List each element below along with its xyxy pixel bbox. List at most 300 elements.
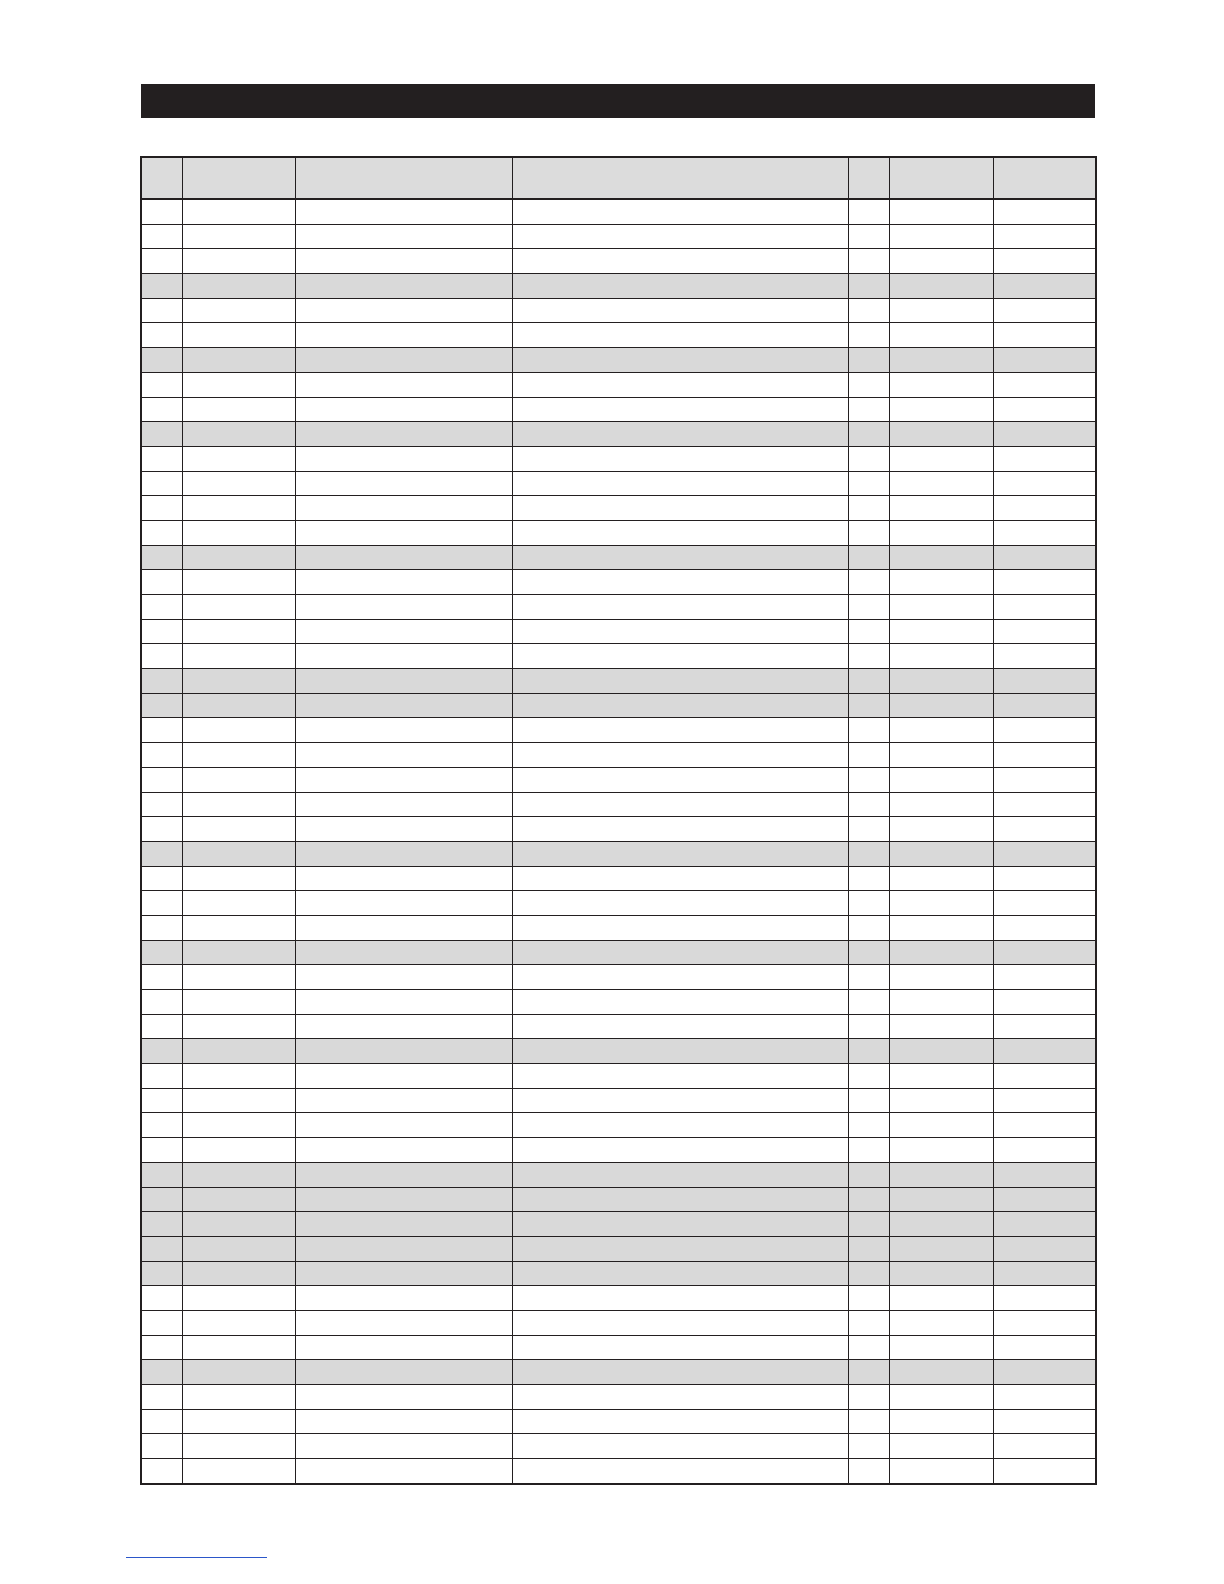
table-cell: [848, 274, 889, 299]
table-cell: [182, 644, 295, 669]
table-cell: [182, 866, 295, 891]
table-cell: [889, 915, 993, 940]
table-cell: [993, 1064, 1096, 1089]
table-cell: [848, 1064, 889, 1089]
table-cell: [848, 545, 889, 570]
table-cell: [295, 1187, 512, 1212]
table-row: [141, 422, 1096, 447]
table-row: [141, 1261, 1096, 1286]
table-cell: [141, 841, 182, 866]
table-cell: [512, 841, 848, 866]
table-cell: [848, 1113, 889, 1138]
table-cell: [848, 644, 889, 669]
table-cell: [141, 990, 182, 1015]
table-cell: [889, 1088, 993, 1113]
table-row: [141, 1236, 1096, 1261]
table-cell: [295, 1335, 512, 1360]
table-cell: [295, 693, 512, 718]
table-cell: [182, 915, 295, 940]
table-cell: [993, 1310, 1096, 1335]
table-cell: [993, 940, 1096, 965]
table-cell: [141, 446, 182, 471]
table-cell: [889, 767, 993, 792]
table-cell: [512, 298, 848, 323]
table-cell: [889, 1212, 993, 1237]
table-cell: [295, 274, 512, 299]
table-cell: [848, 1039, 889, 1064]
table-cell: [993, 570, 1096, 595]
table-cell: [141, 1088, 182, 1113]
table-row: [141, 274, 1096, 299]
table-cell: [993, 446, 1096, 471]
table-cell: [182, 471, 295, 496]
table-cell: [512, 1385, 848, 1410]
table-row: [141, 940, 1096, 965]
table-cell: [512, 718, 848, 743]
footer-link-underline[interactable]: [126, 1557, 267, 1558]
table-cell: [889, 1014, 993, 1039]
table-cell: [848, 249, 889, 274]
table-cell: [295, 1385, 512, 1410]
table-row: [141, 866, 1096, 891]
table-cell: [512, 199, 848, 224]
table-cell: [141, 520, 182, 545]
table-cell: [295, 1088, 512, 1113]
table-cell: [848, 1434, 889, 1459]
table-cell: [848, 619, 889, 644]
table-cell: [141, 1335, 182, 1360]
table-cell: [889, 298, 993, 323]
table-cell: [182, 1286, 295, 1311]
table-cell: [141, 1113, 182, 1138]
table-cell: [993, 1261, 1096, 1286]
table-cell: [295, 1310, 512, 1335]
table-cell: [993, 1286, 1096, 1311]
table-cell: [512, 545, 848, 570]
table-cell: [182, 718, 295, 743]
table-row: [141, 1310, 1096, 1335]
table-cell: [848, 570, 889, 595]
table-cell: [512, 1360, 848, 1385]
table-cell: [182, 1236, 295, 1261]
table-cell: [182, 1138, 295, 1163]
table-row: [141, 792, 1096, 817]
table-cell: [295, 1236, 512, 1261]
table-cell: [295, 496, 512, 521]
table-cell: [993, 224, 1096, 249]
table-cell: [993, 199, 1096, 224]
table-cell: [848, 348, 889, 373]
table-cell: [848, 965, 889, 990]
table-cell: [889, 323, 993, 348]
table-cell: [993, 471, 1096, 496]
table-cell: [182, 965, 295, 990]
table-cell: [141, 1162, 182, 1187]
table-cell: [889, 841, 993, 866]
table-cell: [295, 1434, 512, 1459]
column-header: [512, 157, 848, 199]
table-cell: [889, 595, 993, 620]
table-cell: [889, 1459, 993, 1484]
table-cell: [182, 1459, 295, 1484]
table-cell: [295, 1064, 512, 1089]
table-row: [141, 669, 1096, 694]
table-cell: [141, 644, 182, 669]
table-row: [141, 1162, 1096, 1187]
table-cell: [295, 1162, 512, 1187]
table-cell: [848, 520, 889, 545]
table-cell: [141, 1064, 182, 1089]
table-cell: [512, 1409, 848, 1434]
table-cell: [512, 348, 848, 373]
table-cell: [993, 545, 1096, 570]
table-cell: [295, 545, 512, 570]
table-row: [141, 1064, 1096, 1089]
table-cell: [993, 1409, 1096, 1434]
table-cell: [182, 545, 295, 570]
table-cell: [889, 1162, 993, 1187]
table-cell: [889, 422, 993, 447]
table-cell: [889, 965, 993, 990]
table-cell: [848, 496, 889, 521]
table-cell: [889, 940, 993, 965]
column-header: [182, 157, 295, 199]
table-cell: [295, 249, 512, 274]
table-cell: [182, 446, 295, 471]
table-cell: [993, 693, 1096, 718]
table-cell: [889, 1187, 993, 1212]
table-cell: [512, 866, 848, 891]
table-row: [141, 1014, 1096, 1039]
table-cell: [848, 669, 889, 694]
table-cell: [889, 496, 993, 521]
table-cell: [512, 496, 848, 521]
table-cell: [848, 1014, 889, 1039]
table-row: [141, 1113, 1096, 1138]
table-cell: [295, 841, 512, 866]
table-cell: [993, 669, 1096, 694]
table-cell: [295, 1014, 512, 1039]
table-cell: [295, 397, 512, 422]
table-cell: [848, 1187, 889, 1212]
table-cell: [141, 940, 182, 965]
table-cell: [889, 990, 993, 1015]
table-cell: [889, 1434, 993, 1459]
table-cell: [512, 1236, 848, 1261]
table-cell: [141, 348, 182, 373]
table-cell: [295, 1212, 512, 1237]
table-cell: [993, 718, 1096, 743]
table-cell: [993, 496, 1096, 521]
table-row: [141, 915, 1096, 940]
table-cell: [512, 224, 848, 249]
table-row: [141, 1286, 1096, 1311]
table-row: [141, 348, 1096, 373]
table-cell: [889, 1138, 993, 1163]
table-cell: [295, 767, 512, 792]
table-cell: [295, 891, 512, 916]
table-cell: [848, 891, 889, 916]
table-cell: [182, 1088, 295, 1113]
table-row: [141, 1039, 1096, 1064]
table-cell: [889, 249, 993, 274]
table-cell: [993, 397, 1096, 422]
table-cell: [141, 274, 182, 299]
table-cell: [512, 915, 848, 940]
table-cell: [848, 940, 889, 965]
table-row: [141, 1434, 1096, 1459]
table-cell: [141, 718, 182, 743]
table-cell: [889, 1261, 993, 1286]
table-cell: [141, 422, 182, 447]
table-cell: [848, 817, 889, 842]
table-cell: [295, 595, 512, 620]
table-cell: [141, 1360, 182, 1385]
table-cell: [993, 1360, 1096, 1385]
column-header: [848, 157, 889, 199]
table-cell: [993, 1459, 1096, 1484]
table-cell: [889, 1335, 993, 1360]
table-cell: [295, 1409, 512, 1434]
table-cell: [848, 1459, 889, 1484]
table-cell: [848, 298, 889, 323]
table-cell: [889, 348, 993, 373]
table-row: [141, 767, 1096, 792]
table-cell: [889, 817, 993, 842]
table-cell: [512, 249, 848, 274]
table-cell: [141, 249, 182, 274]
table-cell: [848, 1385, 889, 1410]
table-row: [141, 1335, 1096, 1360]
table-cell: [993, 372, 1096, 397]
column-header: [993, 157, 1096, 199]
table-cell: [512, 644, 848, 669]
table-cell: [889, 1286, 993, 1311]
table-cell: [848, 990, 889, 1015]
table-cell: [848, 718, 889, 743]
table-cell: [182, 348, 295, 373]
table-cell: [848, 595, 889, 620]
table-cell: [182, 199, 295, 224]
table-cell: [889, 866, 993, 891]
table-cell: [889, 1236, 993, 1261]
table-body: [141, 199, 1096, 1484]
table-cell: [295, 1360, 512, 1385]
table-cell: [295, 1286, 512, 1311]
table-cell: [512, 990, 848, 1015]
table-cell: [295, 915, 512, 940]
table-cell: [512, 1335, 848, 1360]
table-row: [141, 249, 1096, 274]
table-cell: [993, 520, 1096, 545]
table-row: [141, 520, 1096, 545]
table-cell: [512, 817, 848, 842]
table-cell: [889, 520, 993, 545]
table-cell: [993, 595, 1096, 620]
table-cell: [295, 940, 512, 965]
table-cell: [848, 1088, 889, 1113]
table-cell: [182, 619, 295, 644]
table-cell: [182, 323, 295, 348]
table-cell: [141, 1138, 182, 1163]
table-row: [141, 595, 1096, 620]
table-cell: [848, 422, 889, 447]
table-cell: [993, 1138, 1096, 1163]
table-cell: [141, 496, 182, 521]
table-cell: [141, 397, 182, 422]
table-cell: [512, 940, 848, 965]
table-cell: [295, 446, 512, 471]
table-row: [141, 471, 1096, 496]
table-row: [141, 323, 1096, 348]
table-cell: [182, 841, 295, 866]
table-cell: [848, 199, 889, 224]
table-row: [141, 1385, 1096, 1410]
table-cell: [182, 1187, 295, 1212]
table-cell: [848, 792, 889, 817]
table-cell: [889, 1113, 993, 1138]
table-cell: [295, 743, 512, 768]
table-row: [141, 1088, 1096, 1113]
table-cell: [512, 1039, 848, 1064]
table-cell: [182, 792, 295, 817]
table-cell: [512, 1113, 848, 1138]
table-cell: [141, 199, 182, 224]
table-cell: [295, 817, 512, 842]
table-cell: [295, 570, 512, 595]
table-cell: [993, 1236, 1096, 1261]
table-cell: [182, 940, 295, 965]
table-cell: [993, 1088, 1096, 1113]
table-cell: [141, 471, 182, 496]
table-cell: [182, 1261, 295, 1286]
table-cell: [182, 1039, 295, 1064]
table-header-row: [141, 157, 1096, 199]
table-cell: [512, 446, 848, 471]
table-cell: [295, 1138, 512, 1163]
table-cell: [993, 1385, 1096, 1410]
table-cell: [141, 1459, 182, 1484]
table-cell: [295, 619, 512, 644]
table-cell: [512, 323, 848, 348]
table-cell: [295, 422, 512, 447]
table-cell: [141, 915, 182, 940]
table-row: [141, 644, 1096, 669]
table-cell: [993, 1162, 1096, 1187]
table-row: [141, 990, 1096, 1015]
table-cell: [141, 323, 182, 348]
table-cell: [889, 1385, 993, 1410]
table-cell: [993, 1014, 1096, 1039]
table-cell: [848, 1310, 889, 1335]
table-cell: [141, 1212, 182, 1237]
table-cell: [295, 965, 512, 990]
table-cell: [182, 570, 295, 595]
table-cell: [993, 767, 1096, 792]
table-cell: [141, 1261, 182, 1286]
table-cell: [512, 570, 848, 595]
table-cell: [141, 1286, 182, 1311]
table-cell: [848, 397, 889, 422]
table-cell: [295, 224, 512, 249]
table-cell: [182, 249, 295, 274]
table-cell: [993, 792, 1096, 817]
table-cell: [141, 545, 182, 570]
table-cell: [182, 274, 295, 299]
table-cell: [848, 1335, 889, 1360]
table-cell: [993, 990, 1096, 1015]
table-cell: [512, 471, 848, 496]
table-cell: [512, 372, 848, 397]
table-cell: [182, 990, 295, 1015]
table-cell: [182, 743, 295, 768]
title-bar: [141, 84, 1095, 118]
table-cell: [512, 891, 848, 916]
table-cell: [182, 1310, 295, 1335]
table-cell: [295, 866, 512, 891]
table-cell: [848, 743, 889, 768]
table-row: [141, 298, 1096, 323]
table-cell: [848, 693, 889, 718]
table-cell: [993, 422, 1096, 447]
table-cell: [141, 767, 182, 792]
table-cell: [993, 1187, 1096, 1212]
table-row: [141, 1459, 1096, 1484]
table-row: [141, 693, 1096, 718]
table-cell: [182, 891, 295, 916]
table-cell: [889, 1064, 993, 1089]
table-row: [141, 891, 1096, 916]
table-cell: [848, 915, 889, 940]
table-cell: [512, 1064, 848, 1089]
table-cell: [141, 619, 182, 644]
table-cell: [182, 817, 295, 842]
table-cell: [182, 224, 295, 249]
table-cell: [182, 1409, 295, 1434]
table-cell: [848, 1162, 889, 1187]
table-cell: [182, 1434, 295, 1459]
table-cell: [848, 446, 889, 471]
table-cell: [141, 693, 182, 718]
table-row: [141, 224, 1096, 249]
table-cell: [141, 1385, 182, 1410]
table-cell: [141, 891, 182, 916]
table-cell: [141, 669, 182, 694]
table-row: [141, 446, 1096, 471]
table-cell: [993, 841, 1096, 866]
table-cell: [889, 891, 993, 916]
table-cell: [182, 669, 295, 694]
table-cell: [295, 1261, 512, 1286]
table-cell: [993, 1434, 1096, 1459]
table-cell: [295, 644, 512, 669]
table-cell: [512, 669, 848, 694]
table-cell: [993, 298, 1096, 323]
table-cell: [512, 520, 848, 545]
table-cell: [182, 496, 295, 521]
table-cell: [512, 1459, 848, 1484]
table-cell: [182, 595, 295, 620]
column-header: [295, 157, 512, 199]
table-row: [141, 372, 1096, 397]
table-cell: [889, 545, 993, 570]
table-cell: [889, 743, 993, 768]
table-cell: [889, 1409, 993, 1434]
table-cell: [993, 348, 1096, 373]
table-cell: [993, 1039, 1096, 1064]
table-cell: [141, 1409, 182, 1434]
table-cell: [889, 619, 993, 644]
